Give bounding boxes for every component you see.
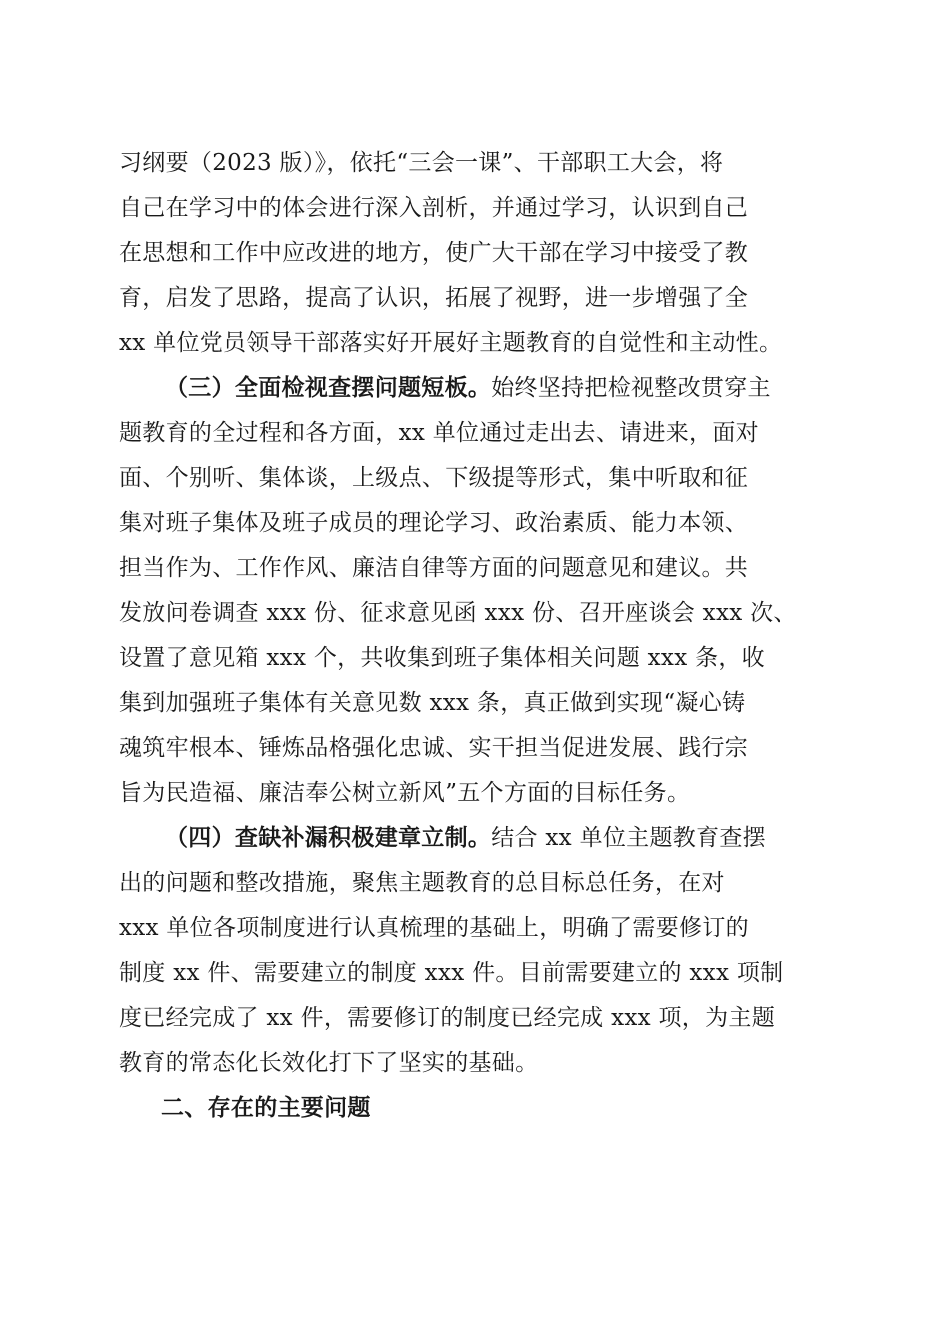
paragraph-line: 在思想和工作中应改进的地方，使广大干部在学习中接受了教 [119, 240, 749, 266]
paragraph-line: 出的问题和整改措施，聚焦主题教育的总目标总任务，在对 [119, 870, 725, 896]
paragraph-line: 度已经完成了 xx 件，需要修订的制度已经完成 xxx 项，为主题 [119, 1005, 775, 1031]
paragraph-line: xxx 单位各项制度进行认真梳理的基础上，明确了需要修订的 [119, 915, 749, 941]
paragraph-line: 面、个别听、集体谈，上级点、下级提等形式，集中听取和征 [119, 465, 749, 491]
paragraph-line: 集对班子集体及班子成员的理论学习、政治素质、能力本领、 [119, 510, 749, 536]
paragraph-line: 制度 xx 件、需要建立的制度 xxx 件。目前需要建立的 xxx 项制 [119, 960, 784, 986]
subsection-three-title: （三）全面检视查摆问题短板。 [165, 374, 492, 401]
paragraph-line: 旨为民造福、廉洁奉公树立新风”五个方面的目标任务。 [119, 780, 691, 806]
paragraph-line: 自己在学习中的体会进行深入剖析，并通过学习，认识到自己 [119, 195, 749, 221]
paragraph-line: 魂筑牢根本、锤炼品格强化忠诚、实干担当促进发展、践行宗 [119, 735, 749, 761]
paragraph-line: 担当作为、工作作风、廉洁自律等方面的问题意见和建议。共 [119, 555, 749, 581]
paragraph-line: 习纲要（2023 版）》，依托“三会一课”、干部职工大会，将 [119, 150, 724, 176]
subsection-four-title: （四）查缺补漏积极建章立制。 [165, 824, 492, 851]
subsection-four-first-line [165, 818, 839, 858]
paragraph-line: 育，启发了思路，提高了认识，拓展了视野，进一步增强了全 [119, 285, 749, 311]
section-two-heading: 二、存在的主要问题 [161, 1095, 371, 1121]
paragraph-line: 集到加强班子集体有关意见数 xxx 条，真正做到实现“凝心铸 [119, 690, 746, 716]
paragraph-line: 发放问卷调查 xxx 份、征求意见函 xxx 份、召开座谈会 xxx 次、 [119, 600, 797, 626]
paragraph-line: 教育的常态化长效化打下了坚实的基础。 [119, 1050, 539, 1076]
subsection-four-text: 结合 xx 单位主题教育查摆 [491, 825, 766, 851]
subsection-three-first-line [165, 368, 839, 408]
paragraph-line: xx 单位党员领导干部落实好开展好主题教育的自觉性和主动性。 [119, 330, 783, 356]
subsection-three-text: 始终坚持把检视整改贯穿主 [491, 375, 771, 401]
paragraph-line: 设置了意见箱 xxx 个，共收集到班子集体相关问题 xxx 条，收 [119, 645, 765, 671]
paragraph-line: 题教育的全过程和各方面，xx 单位通过走出去、请进来，面对 [119, 420, 759, 446]
